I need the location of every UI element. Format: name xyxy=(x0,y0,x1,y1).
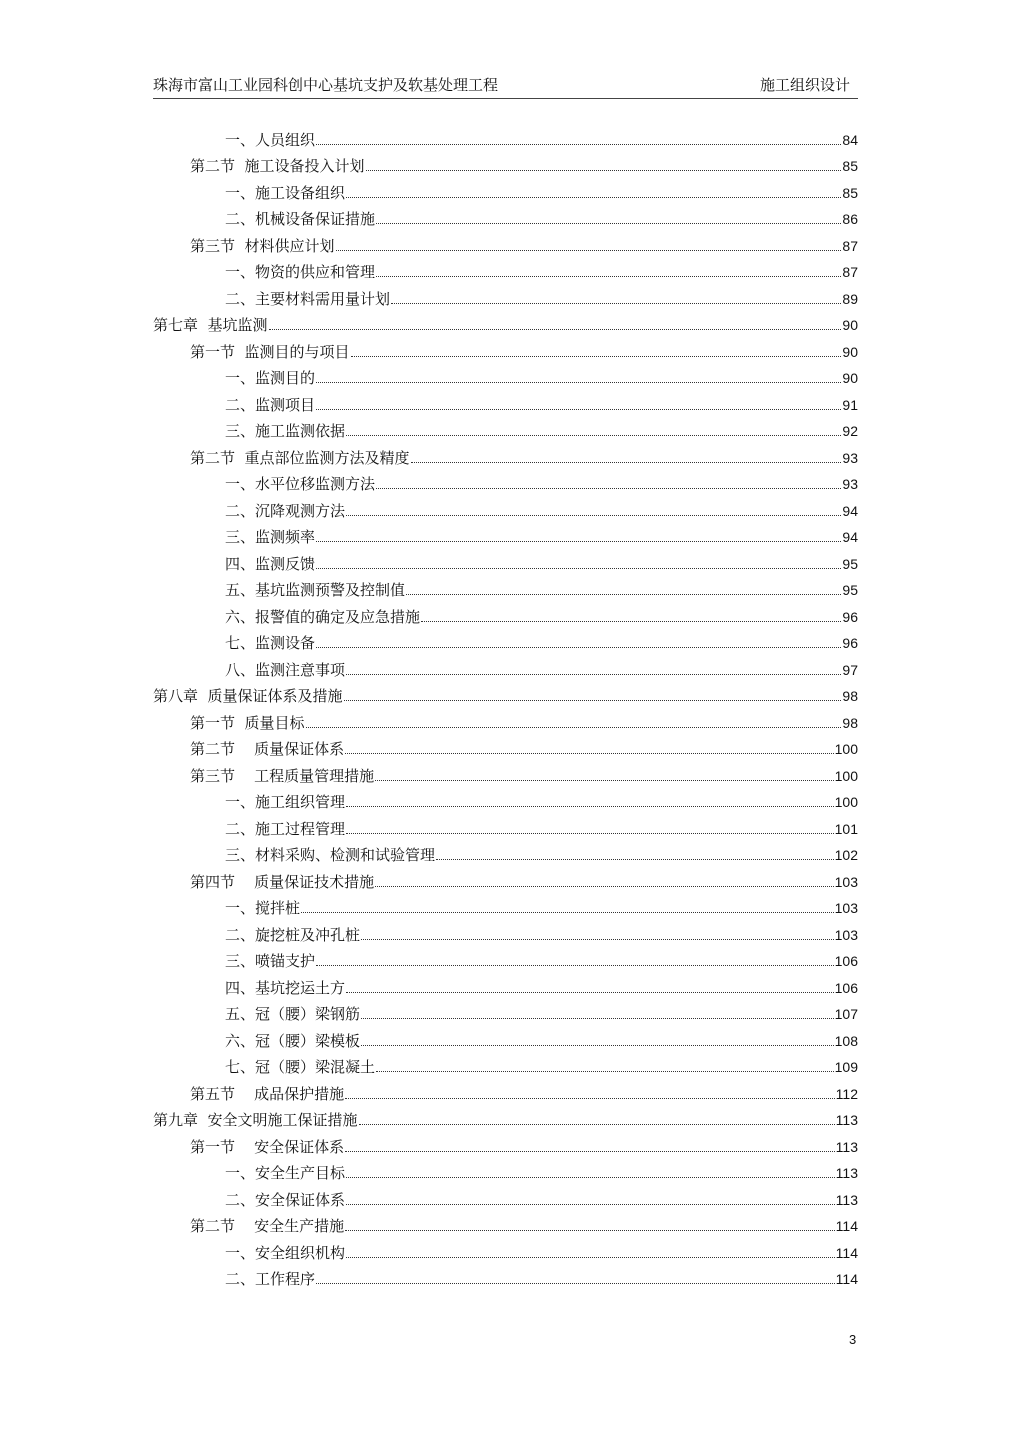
toc-entry[interactable] xyxy=(153,335,858,362)
toc-entry-page: 113 xyxy=(835,1138,858,1155)
toc-entry[interactable] xyxy=(153,547,858,574)
toc-entry-page: 85 xyxy=(842,158,858,174)
toc-entry-label: 第五节 成品保护措施 xyxy=(190,1084,345,1103)
toc-entry-label: 四、基坑挖运土方 xyxy=(225,978,346,997)
toc-entry-page: 92 xyxy=(842,423,858,439)
toc-entry[interactable] xyxy=(153,1263,858,1290)
toc-entry-label: 二、施工过程管理 xyxy=(225,819,346,838)
toc-entry-label: 第二节 质量保证体系 xyxy=(190,740,345,758)
toc-entry-label: 三、喷锚支护 xyxy=(225,952,316,970)
toc-entry-label: 一、施工设备组织 xyxy=(225,183,346,202)
toc-leader-dots xyxy=(345,1098,835,1099)
toc-leader-dots xyxy=(376,223,841,224)
toc-entry-page: 114 xyxy=(835,1244,858,1261)
toc-entry-label: 一、搅拌桩 xyxy=(225,899,301,917)
toc-entry-label: 一、施工组织管理 xyxy=(225,793,346,811)
toc-entry-page: 112 xyxy=(835,1085,858,1102)
toc-leader-dots xyxy=(316,382,841,383)
toc-entry-page: 100 xyxy=(834,794,858,810)
page-header xyxy=(153,74,858,99)
toc-entry-page: 95 xyxy=(842,582,858,598)
toc-leader-dots xyxy=(346,435,841,436)
toc-leader-dots xyxy=(406,594,841,595)
toc-entry-page: 90 xyxy=(842,343,858,360)
toc-leader-dots xyxy=(346,197,841,198)
toc-entry-label: 二、安全保证体系 xyxy=(225,1190,346,1209)
toc-entry-label: 第二节 施工设备投入计划 xyxy=(190,157,365,175)
toc-entry-page: 90 xyxy=(842,370,858,386)
toc-leader-dots xyxy=(346,833,834,834)
toc-entry[interactable] xyxy=(153,309,858,336)
toc-leader-dots xyxy=(346,674,841,675)
toc-entry[interactable] xyxy=(153,945,858,972)
toc-entry[interactable] xyxy=(153,362,858,389)
toc-leader-dots xyxy=(391,303,841,304)
toc-leader-dots xyxy=(346,1257,835,1258)
toc-entry-page: 93 xyxy=(842,449,858,466)
toc-leader-dots xyxy=(375,780,834,781)
toc-entry-label: 第九章 安全文明施工保证措施 xyxy=(153,1111,358,1129)
toc-entry-page: 86 xyxy=(842,211,858,227)
toc-entry[interactable] xyxy=(153,1236,858,1263)
toc-entry[interactable] xyxy=(153,1024,858,1051)
toc-entry[interactable] xyxy=(153,282,858,309)
toc-leader-dots xyxy=(346,515,841,516)
toc-entry[interactable] xyxy=(153,892,858,919)
toc-entry-page: 95 xyxy=(842,555,858,572)
toc-entry-label: 八、监测注意事项 xyxy=(225,660,346,679)
toc-entry-label: 七、监测设备 xyxy=(225,634,316,652)
toc-entry-label: 二、旋挖桩及冲孔桩 xyxy=(225,925,361,944)
toc-leader-dots xyxy=(301,912,834,913)
toc-entry[interactable] xyxy=(153,786,858,813)
toc-entry[interactable] xyxy=(153,1077,858,1104)
toc-entry-label: 二、沉降观测方法 xyxy=(225,501,346,520)
toc-entry-page: 103 xyxy=(834,900,858,916)
toc-entry[interactable] xyxy=(153,998,858,1025)
toc-entry[interactable] xyxy=(153,706,858,733)
toc-entry-page: 109 xyxy=(834,1059,858,1075)
toc-leader-dots xyxy=(316,568,841,569)
toc-entry-page: 100 xyxy=(834,741,858,757)
toc-entry-label: 三、材料采购、检测和试验管理 xyxy=(225,846,436,864)
toc-entry-page: 114 xyxy=(835,1218,858,1234)
toc-entry[interactable] xyxy=(153,733,858,760)
toc-entry-page: 113 xyxy=(835,1112,858,1128)
toc-entry[interactable] xyxy=(153,1210,858,1237)
toc-entry-label: 四、监测反馈 xyxy=(225,554,316,573)
toc-entry[interactable] xyxy=(153,123,858,150)
toc-leader-dots xyxy=(366,170,842,171)
toc-entry-page: 87 xyxy=(842,264,858,280)
toc-entry[interactable] xyxy=(153,839,858,866)
toc-leader-dots xyxy=(345,1151,835,1152)
toc-entry[interactable] xyxy=(153,574,858,601)
toc-leader-dots xyxy=(346,806,834,807)
toc-entry-page: 97 xyxy=(842,661,858,678)
toc-leader-dots xyxy=(361,1018,834,1019)
toc-entry-label: 第二节 重点部位监测方法及精度 xyxy=(190,448,410,467)
toc-entry-page: 101 xyxy=(834,820,858,837)
toc-entry[interactable] xyxy=(153,203,858,230)
toc-entry-label: 一、人员组织 xyxy=(225,130,316,149)
toc-leader-dots xyxy=(361,939,834,940)
toc-entry-page: 103 xyxy=(834,926,858,943)
toc-entry-label: 一、水平位移监测方法 xyxy=(225,475,376,493)
toc-entry-label: 一、物资的供应和管理 xyxy=(225,263,376,281)
toc-entry-label: 一、监测目的 xyxy=(225,369,316,387)
toc-entry[interactable] xyxy=(153,388,858,415)
toc-entry[interactable] xyxy=(153,229,858,256)
toc-entry-label: 二、主要材料需用量计划 xyxy=(225,289,391,308)
toc-entry-page: 90 xyxy=(842,317,858,333)
toc-entry-label: 第一节 质量目标 xyxy=(190,713,305,732)
toc-entry[interactable] xyxy=(153,865,858,892)
toc-entry[interactable] xyxy=(153,680,858,707)
toc-leader-dots xyxy=(346,992,834,993)
toc-entry[interactable] xyxy=(153,256,858,283)
toc-entry-label: 三、施工监测依据 xyxy=(225,422,346,440)
toc-entry-page: 102 xyxy=(834,847,858,863)
toc-leader-dots xyxy=(345,753,834,754)
toc-entry-label: 六、冠（腰）梁模板 xyxy=(225,1031,361,1050)
toc-entry-page: 89 xyxy=(842,290,858,307)
toc-entry-page: 108 xyxy=(834,1032,858,1049)
toc-leader-dots xyxy=(316,541,841,542)
toc-leader-dots xyxy=(436,859,834,860)
toc-entry-label: 七、冠（腰）梁混凝土 xyxy=(225,1058,376,1076)
toc-leader-dots xyxy=(346,1204,835,1205)
toc-entry-page: 93 xyxy=(842,476,858,492)
toc-leader-dots xyxy=(376,276,841,277)
toc-entry[interactable] xyxy=(153,415,858,442)
toc-entry-page: 96 xyxy=(842,635,858,651)
toc-entry-label: 二、工作程序 xyxy=(225,1270,316,1288)
toc-leader-dots xyxy=(316,647,841,648)
toc-entry-label: 一、安全组织机构 xyxy=(225,1243,346,1262)
toc-entry-page: 94 xyxy=(842,529,858,545)
toc-entry-page: 106 xyxy=(834,979,858,996)
toc-entry-page: 91 xyxy=(842,396,858,413)
toc-entry[interactable] xyxy=(153,1130,858,1157)
toc-leader-dots xyxy=(316,144,841,145)
toc-entry-page: 103 xyxy=(834,873,858,890)
toc-leader-dots xyxy=(316,965,834,966)
toc-entry-label: 第八章 质量保证体系及措施 xyxy=(153,687,343,705)
toc-entry-page: 98 xyxy=(842,714,858,731)
toc-leader-dots xyxy=(411,462,842,463)
toc-leader-dots xyxy=(376,1071,834,1072)
toc-entry-page: 84 xyxy=(842,131,858,148)
toc-entry[interactable] xyxy=(153,812,858,839)
page-number: 3 xyxy=(849,1332,857,1347)
toc-leader-dots xyxy=(351,356,842,357)
toc-entry-label: 五、冠（腰）梁钢筋 xyxy=(225,1005,361,1023)
toc-entry-page: 96 xyxy=(842,608,858,625)
toc-leader-dots xyxy=(376,488,841,489)
toc-leader-dots xyxy=(375,886,834,887)
toc-entry[interactable] xyxy=(153,468,858,495)
toc-entry-page: 87 xyxy=(842,237,858,254)
toc-entry-label: 第四节 质量保证技术措施 xyxy=(190,872,375,891)
toc-leader-dots xyxy=(361,1045,834,1046)
toc-leader-dots xyxy=(269,329,842,330)
toc-entry-label: 第三节 材料供应计划 xyxy=(190,236,335,255)
toc-entry[interactable] xyxy=(153,627,858,654)
document-type: 施工组织设计 xyxy=(759,76,850,94)
toc-entry-label: 第一节 安全保证体系 xyxy=(190,1137,345,1156)
toc-entry-page: 114 xyxy=(835,1271,858,1287)
toc-leader-dots xyxy=(344,700,842,701)
toc-leader-dots xyxy=(421,621,841,622)
toc-entry-label: 一、安全生产目标 xyxy=(225,1164,346,1182)
toc-entry-page: 113 xyxy=(835,1165,858,1181)
toc-entry-label: 第一节 监测目的与项目 xyxy=(190,342,350,361)
toc-entry-page: 98 xyxy=(842,688,858,704)
toc-entry-label: 二、监测项目 xyxy=(225,395,316,414)
table-of-contents xyxy=(153,123,858,1289)
toc-entry[interactable] xyxy=(153,918,858,945)
toc-entry-label: 五、基坑监测预警及控制值 xyxy=(225,581,406,599)
toc-entry-page: 94 xyxy=(842,502,858,519)
toc-entry[interactable] xyxy=(153,653,858,680)
toc-entry-label: 第七章 基坑监测 xyxy=(153,316,268,334)
toc-entry-page: 106 xyxy=(834,953,858,969)
toc-leader-dots xyxy=(316,409,841,410)
toc-entry-page: 107 xyxy=(834,1006,858,1022)
toc-leader-dots xyxy=(359,1124,835,1125)
toc-entry-label: 六、报警值的确定及应急措施 xyxy=(225,607,421,626)
toc-entry-label: 第二节 安全生产措施 xyxy=(190,1217,345,1235)
toc-entry[interactable] xyxy=(153,971,858,998)
toc-entry-page: 100 xyxy=(834,767,858,784)
toc-entry[interactable] xyxy=(153,1104,858,1131)
toc-entry[interactable] xyxy=(153,176,858,203)
toc-entry-page: 85 xyxy=(842,184,858,201)
toc-leader-dots xyxy=(306,727,842,728)
toc-entry[interactable] xyxy=(153,494,858,521)
toc-leader-dots xyxy=(316,1283,835,1284)
toc-entry-label: 第三节 工程质量管理措施 xyxy=(190,766,375,785)
toc-entry[interactable] xyxy=(153,1183,858,1210)
toc-entry-page: 113 xyxy=(835,1191,858,1208)
toc-entry-label: 二、机械设备保证措施 xyxy=(225,210,376,228)
toc-entry[interactable] xyxy=(153,521,858,548)
toc-entry[interactable] xyxy=(153,600,858,627)
toc-entry-label: 三、监测频率 xyxy=(225,528,316,546)
toc-leader-dots xyxy=(346,1177,835,1178)
toc-leader-dots xyxy=(345,1230,835,1231)
toc-leader-dots xyxy=(336,250,842,251)
project-title: 珠海市富山工业园科创中心基坑支护及软基处理工程 xyxy=(153,76,499,94)
toc-entry[interactable] xyxy=(153,1051,858,1078)
toc-entry[interactable] xyxy=(153,150,858,177)
toc-entry[interactable] xyxy=(153,1157,858,1184)
toc-entry[interactable] xyxy=(153,759,858,786)
toc-entry[interactable] xyxy=(153,441,858,468)
